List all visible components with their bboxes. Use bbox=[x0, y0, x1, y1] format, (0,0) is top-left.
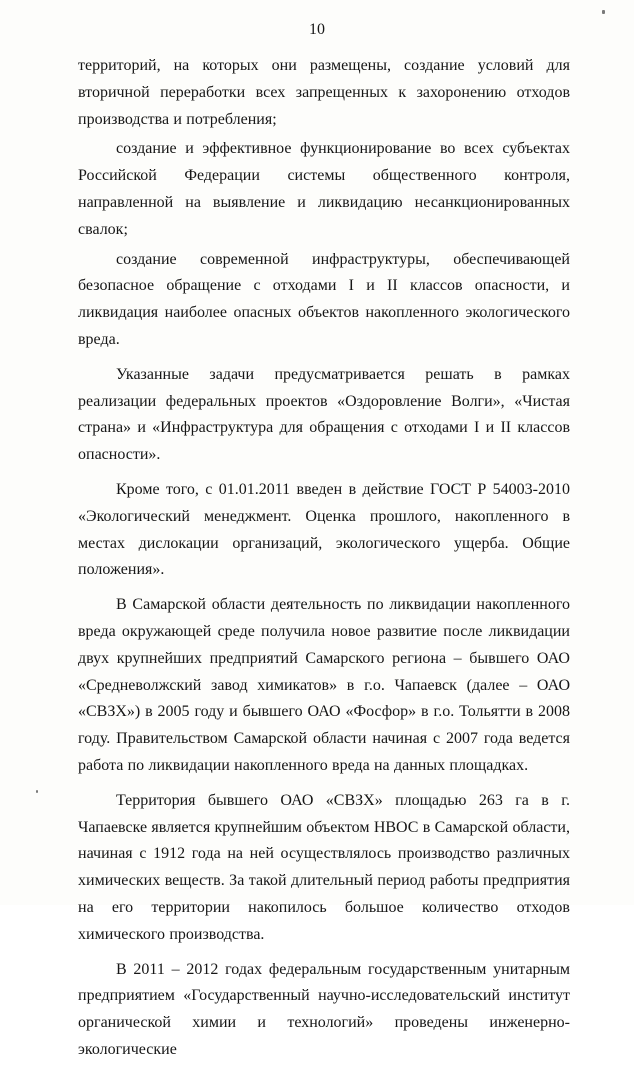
scan-speck-left-margin bbox=[36, 790, 38, 793]
paragraph-federal-projects: Указанные задачи предусматривается решать в рамках реализации федеральных проектов «Оздоровление Волги», «Чистая страна» и «Инфраструктура для обращения с отходами I и II классов опасности». bbox=[78, 365, 570, 464]
paragraph-samara-region: В Самарской области деятельность по ликвидации накопленного вреда окружающей среде получила новое развитие после ликвидации двух крупнейших предприятий Самарского региона – бывшего ОАО «Средневолжский завод химикатов» в г.о. Чапаевск (далее – ОАО «СВЗХ») в 2005 году и бывшего ОАО «Фосфор» в г.о. Тольятти в 2008 году. Правительством Самарской области начиная с 2007 года ведется работа по ликвидации накопленного вреда на данных площадках. bbox=[78, 596, 570, 774]
paragraph-infrastructure: создание современной инфраструктуры, обеспечивающей безопасное обращение с отходами I и II классов опасности, и ликвидация наиболее опасных объектов накопленного экологического вреда. bbox=[78, 250, 570, 348]
paragraph-svzkh-territory: Территория бывшего ОАО «СВЗХ» площадью 263 га в г. Чапаевске является крупнейшим объектом НВОС в Самарской области, начиная с 1912 года на ней осуществлялось производство различных химических веществ. За такой длительный период работы предприятия на его территории накопилось большое количество отходов химического производства. bbox=[78, 791, 570, 943]
paragraph-public-control: создание и эффективное функционирование во всех субъектах Российской Федерации системы общественного контроля, направленной на выявление и ликвидацию несанкционированных свалок; bbox=[78, 140, 570, 238]
paragraph-gost-standard: Кроме того, с 01.01.2011 введен в действие ГОСТ Р 54003-2010 «Экологический менеджмент. Оценка прошлого, накопленного в местах дислокации организаций, экологического ущерба. Общие положения». bbox=[78, 480, 570, 579]
document-body bbox=[78, 53, 570, 1072]
page-number: 10 bbox=[309, 21, 325, 38]
paragraph-research-institute: В 2011 – 2012 годах федеральным государственным унитарным предприятием «Государственный научно-исследовательский институт органической химии и технологий» проведены инженерно-экологические bbox=[78, 960, 570, 1058]
paragraph-continuation: территорий, на которых они размещены, создание условий для вторичной переработки всех запрещенных к захоронению отходов производства и потребления; bbox=[78, 57, 570, 128]
scan-speck-top-right bbox=[602, 10, 605, 14]
